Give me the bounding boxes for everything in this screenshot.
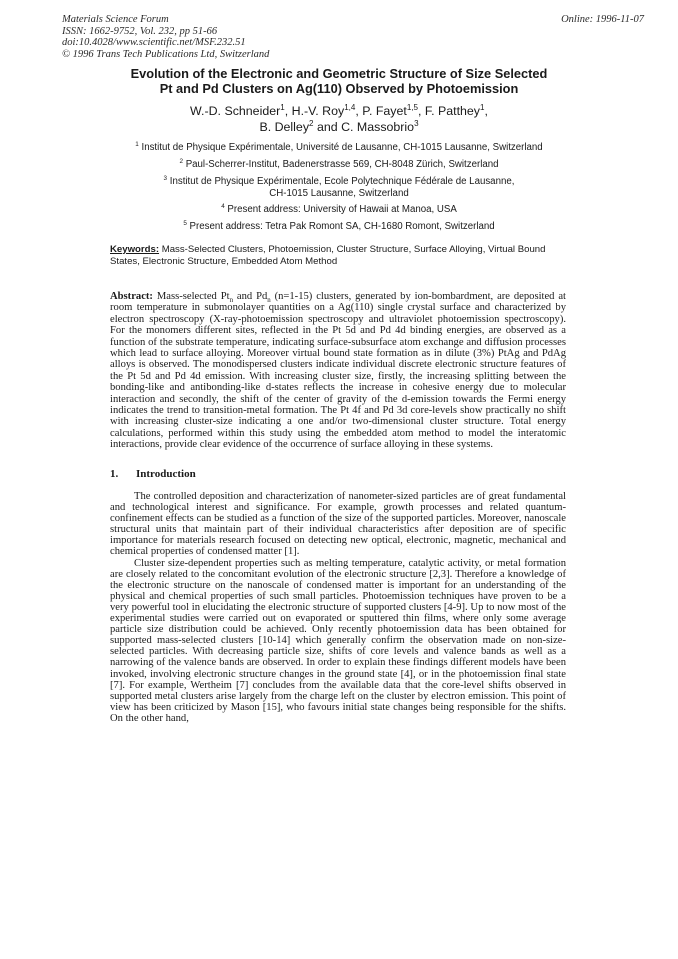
publication-metadata [62,14,622,60]
author-affiliation-mark: 1 [280,102,285,112]
affiliation-text: Institut de Physique Expérimentale, Université de Lausanne, CH-1015 Lausanne, Switzerland [141,142,543,153]
affiliation-text: Institut de Physique Expérimentale, Ecole Polytechnique Fédérale de Lausanne, [169,175,515,187]
abstract-text-mid: and Pd [233,291,268,302]
section-title: Introduction [136,468,196,480]
author-separator: , [484,104,488,118]
affiliation-mark: 1 [135,140,139,148]
affiliation-mark: 2 [179,157,183,165]
affiliation-text: Present address: Tetra Pak Romont SA, CH-1680 Romont, Switzerland [189,221,495,233]
journal-name: Materials Science Forum [62,14,169,25]
affiliation-list [60,142,618,238]
author-affiliation-mark: 1 [480,102,485,112]
abstract-subscript: n [267,297,271,305]
author-affiliation-mark: 1,5 [406,102,419,112]
paper-title [60,66,618,96]
abstract-text: (n=1-15) clusters, generated by ion-bombardment, are deposited at room temperature in submonolayer quantities on a Ag(110) single crystal surface and characterized by electron spectroscopy (X-ray-photoemission spectroscopy and ultraviolet photoemission spectroscopy). For the monomers different sites, reflected in the Pt 5d and Pd 4d binding energies, are observed as a function of the substrate temperature, indicating surface-subsurface atom exchange and diffusion processes which lead to surface alloying. Moreover virtual bound state formation as in dilute (3%) PtAg and PdAg alloys is observed. The monodispersed clusters indicate individual discrete electronic structure features of the Pt 5d and Pd 4d emission. With increasing cluster size, firstly, the increasing splitting between the bonding-like and antibonding-like d-states reflects the increase in cohesive energy due to molecular interaction and secondly, the shift of the center of gravity of the d-emission towards the Fermi energy indicates the trend to transition-metal formation. The Pt 4f and Pd 3d core-levels show practically no shift with increasing cluster-size indicating a one and/or two-dimensional cluster structure. Total energy calculations, performed within this study using the embedded atom method to model the interatomic interactions, provide clear evidence of the occurrence of surface alloying in these systems. [110,291,567,451]
author-name: W.-D. Schneider [190,104,281,118]
body-paragraph: Cluster size-dependent properties such as melting temperature, catalytic activity, or metal formation are closely related to the concomitant evolution of the electronic structure [2,3]. Therefore a knowledge of the electronic structure on the nanoscale of condensed matter is important for an understanding of the physical and chemical properties of such small particles. Photoemission techniques have proven to be a very powerful tool in elucidating the electronic structure of supported clusters [4-9]. Up to now most of the experimental studies were carried out on evaporated or sputtered thin films, where only some average particle size distribution could be achieved. Only recently photoemission data has been obtained for supported mass-selected clusters [10-14] which generally confirm the observation made on non-size-selected particles. With decreasing particle size, shifts of core levels and valence bands as well as a narrowing of the valence bands are observed. In order to explain these findings different models have been invoked, involving electronic structure changes in the ground state [4], or in the photoemission final state [7]. For example, Wertheim [7] concludes from the available data that the core-level shifts observed in supported metal clusters arise largely from the charge left on the cluster by electron emission. This point of view has been criticized by Mason [15], who favours initial state changes being responsible for the shifts. On the other hand, [110,557,566,724]
author-line-2 [60,120,618,136]
affiliation-text: Present address: University of Hawaii at Manoa, USA [227,204,457,216]
body-paragraph: The controlled deposition and characterization of nanometer-sized particles are of great fundamental and technological interest and significance. For example, growth processes and related quantum-confinement effects can be studied as a function of the size of the supported particles. Moreover, nanoscale structural units that maintain part of their individual characteristics after deposition are of specific importance for materials research focused on detecting new optical, electronic, magnetic, mechanical and chemical properties of condensed matter [1]. [110,491,566,558]
author-name: B. Delley [259,119,310,134]
section-heading [110,468,566,480]
abstract-subscript: n [229,297,234,305]
author-separator: , [284,104,292,118]
copyright-line: © 1996 Trans Tech Publications Ltd, Switzerland [62,48,270,60]
affiliation-item [60,142,618,154]
author-separator: , [418,104,425,118]
author-name: P. Fayet [362,104,407,118]
affiliation-item [60,176,618,200]
doi-line: doi:10.4028/www.scientific.net/MSF.232.51 [62,37,246,49]
author-name: C. Massobrio [341,119,415,134]
abstract-block [110,291,566,451]
keywords-label: Keywords: [110,244,160,255]
affiliation-text: Paul-Scherrer-Institut, Badenerstrasse 569, CH-8048 Zürich, Switzerland [185,158,499,170]
author-line-1 [60,104,618,120]
online-date: Online: 1996-11-07 [561,14,644,25]
title-line-2: Pt and Pd Clusters on Ag(110) Observed by Photoemission [159,81,519,96]
affiliation-mark: 5 [183,219,187,227]
author-list [60,104,618,135]
abstract-label: Abstract: [110,291,153,302]
abstract-text-start: Mass-selected Pt [156,291,230,302]
affiliation-mark: 3 [163,174,168,182]
issn-line: ISSN: 1662-9752, Vol. 232, pp 51-66 [62,25,218,37]
keywords-text: Mass-Selected Clusters, Photoemission, Cluster Structure, Surface Alloying, Virtual Bound States, Electronic Structure, Embedded Atom Method [110,244,546,267]
author-name: H.-V. Roy [291,104,345,118]
affiliation-item [60,221,618,233]
author-affiliation-mark: 2 [309,118,314,128]
introduction-body [110,491,566,724]
author-separator: , [355,104,363,118]
section-number: 1. [110,468,119,480]
author-separator: and [313,119,342,134]
affiliation-mark: 4 [221,203,225,211]
keywords-block [110,244,566,268]
affiliation-item [60,159,618,171]
title-line-1: Evolution of the Electronic and Geometric Structure of Size Selected [130,66,548,81]
author-affiliation-mark: 3 [414,118,419,128]
affiliation-text-continued: CH-1015 Lausanne, Switzerland [269,187,409,199]
author-name: F. Patthey [424,104,481,118]
author-affiliation-mark: 1,4 [344,102,356,112]
affiliation-item [60,204,618,216]
